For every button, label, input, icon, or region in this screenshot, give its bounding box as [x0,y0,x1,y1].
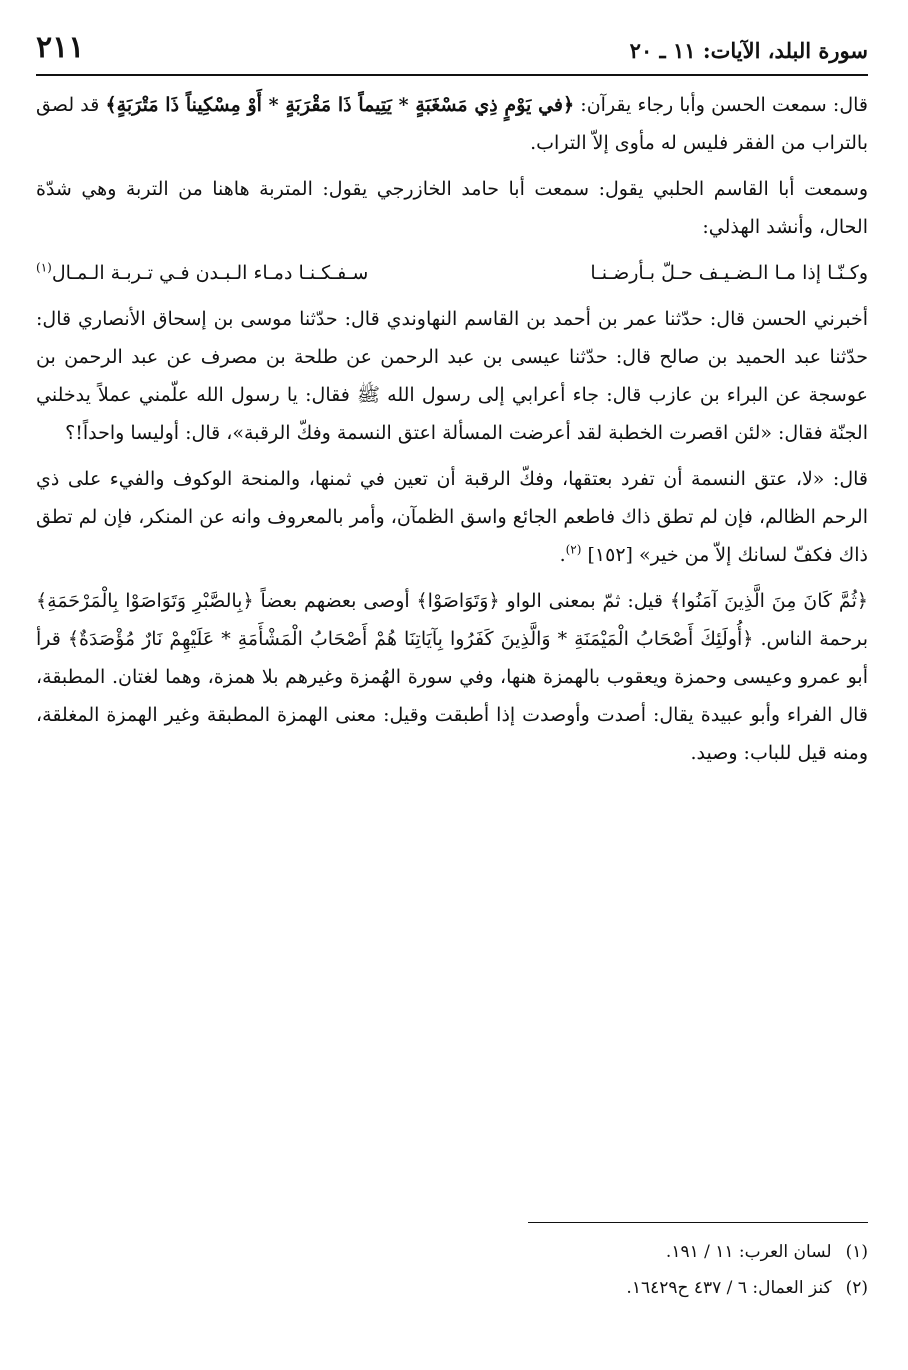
paragraph-1-intro: قال: سمعت الحسن وأبا رجاء يقرآن: [574,94,868,116]
paragraph-2: وسمعت أبا القاسم الحلبي يقول: سمعت أبا حامد الخازرجي يقول: المتربة هاهنا من التربة وهي شدّة الحال، وأنشد الهذلي: [36,178,868,238]
page-number: ٢١١ [36,30,85,65]
quran-verse: ﴿في يَوْمٍ ذِي مَسْغَبَةٍ * يَتِيماً ذَا مَقْرَبَةٍ * أَوْ مِسْكِيناً ذَا مَتْرَبَةٍ﴾ [105,94,575,116]
footnote-marker-2: (٢) [565,542,582,557]
paragraph-5: ﴿ثُمَّ كَانَ مِنَ الَّذِينَ آمَنُوا﴾ قيل: ثمّ بمعنى الواو ﴿وَتَوَاصَوْا﴾ أوصى بعضهم بعضاً ﴿بِالصَّبْرِ وَتَوَاصَوْا بِالْمَرْحَمَةِ﴾ برحمة الناس. ﴿أُولَئِكَ أَصْحَابُ الْمَيْمَنَةِ * وَالَّذِينَ كَفَرُوا بِآيَاتِنَا هُمْ أَصْحَابُ الْمَشْأَمَةِ * عَلَيْهِمْ نَارٌ مُؤْصَدَةٌ﴾ قرأ أبو عمرو وعيسى وحمزة ويعقوب بالهمزة هنها، وفي سورة الهُمزة وغيرهم بلا همزة، وهما لغتان. المطبقة، قال الفراء وأبو عبيدة يقال: أصدت وأوصدت إذا أطبقت وقيل: معنى الهمزة المطبقة وغير الهمزة المغلقة، ومنه قيل للباب: وصيد. [36,590,868,764]
paragraph-1 [36,86,868,162]
poem-hemistich-2: سـفـكـنـا دمـاء الـبـدن فـي تـربـة الـمـال [51,262,369,284]
running-title: سورة البلد، الآيات: ١١ ـ ٢٠ [629,38,868,63]
body-text [36,86,868,780]
footnote-divider [528,1222,868,1223]
paragraph-4-text: قال: «لا، عتق النسمة أن تفرد بعتقها، وفكّ الرقبة أن تعين في ثمنها، والمنحة الوكوف والفيء على ذي الرحم الظالم، فإن لم تطق ذاك فاطعم الجائع واسق الظمآن، وأمر بالمعروف وانه عن المنكر، فإن لم تطق ذاك فكفّ لسانك إلاّ من خير» [١٥٢] [36,468,868,566]
footnote-1-number: (١) [845,1242,868,1262]
footnote-2-text: كنز العمال: ٦ / ٤٣٧ ح١٦٤٢٩. [626,1278,832,1298]
footnote-2 [36,1270,868,1306]
footnote-marker-1: (١) [36,260,52,275]
paragraph-1-commentary: قد لصق بالتراب من الفقر فليس له مأوى إلاّ التراب. [36,94,868,154]
page-header [36,28,868,76]
footnote-list [36,1234,868,1306]
footnote-1-text: لسان العرب: ١١ / ١٩١. [665,1242,832,1262]
footnote-1 [36,1234,868,1270]
paragraph-3: أخبرني الحسن قال: حدّثنا عمر بن أحمد بن القاسم النهاوندي قال: حدّثنا موسى بن إسحاق الأنصاري قال: حدّثنا عبد الحميد بن صالح قال: حدّثنا عيسى بن عبد الرحمن عن طلحة بن مصرف عن عبد الرحمن بن عوسجة عن البراء بن عازب قال: جاء أعرابي إلى رسول الله ﷺ فقال: يا رسول الله علّمني عملاً يدخلني الجنّة فقال: «لئن اقصرت الخطبة لقد أعرضت المسألة اعتق النسمة وفكّ الرقبة»، قال: أوليسا واحداً!؟ [36,308,868,444]
poem-hemistich-2-wrap [36,254,368,292]
poem-verse [36,254,868,292]
paragraph-4 [36,460,868,574]
poem-hemistich-1: وكـنّـا إذا مـا الـضـيـف حـلّ بـأرضـنـا [590,262,868,284]
footnote-2-number: (٢) [845,1278,868,1298]
paragraph-4-period: . [559,544,566,566]
